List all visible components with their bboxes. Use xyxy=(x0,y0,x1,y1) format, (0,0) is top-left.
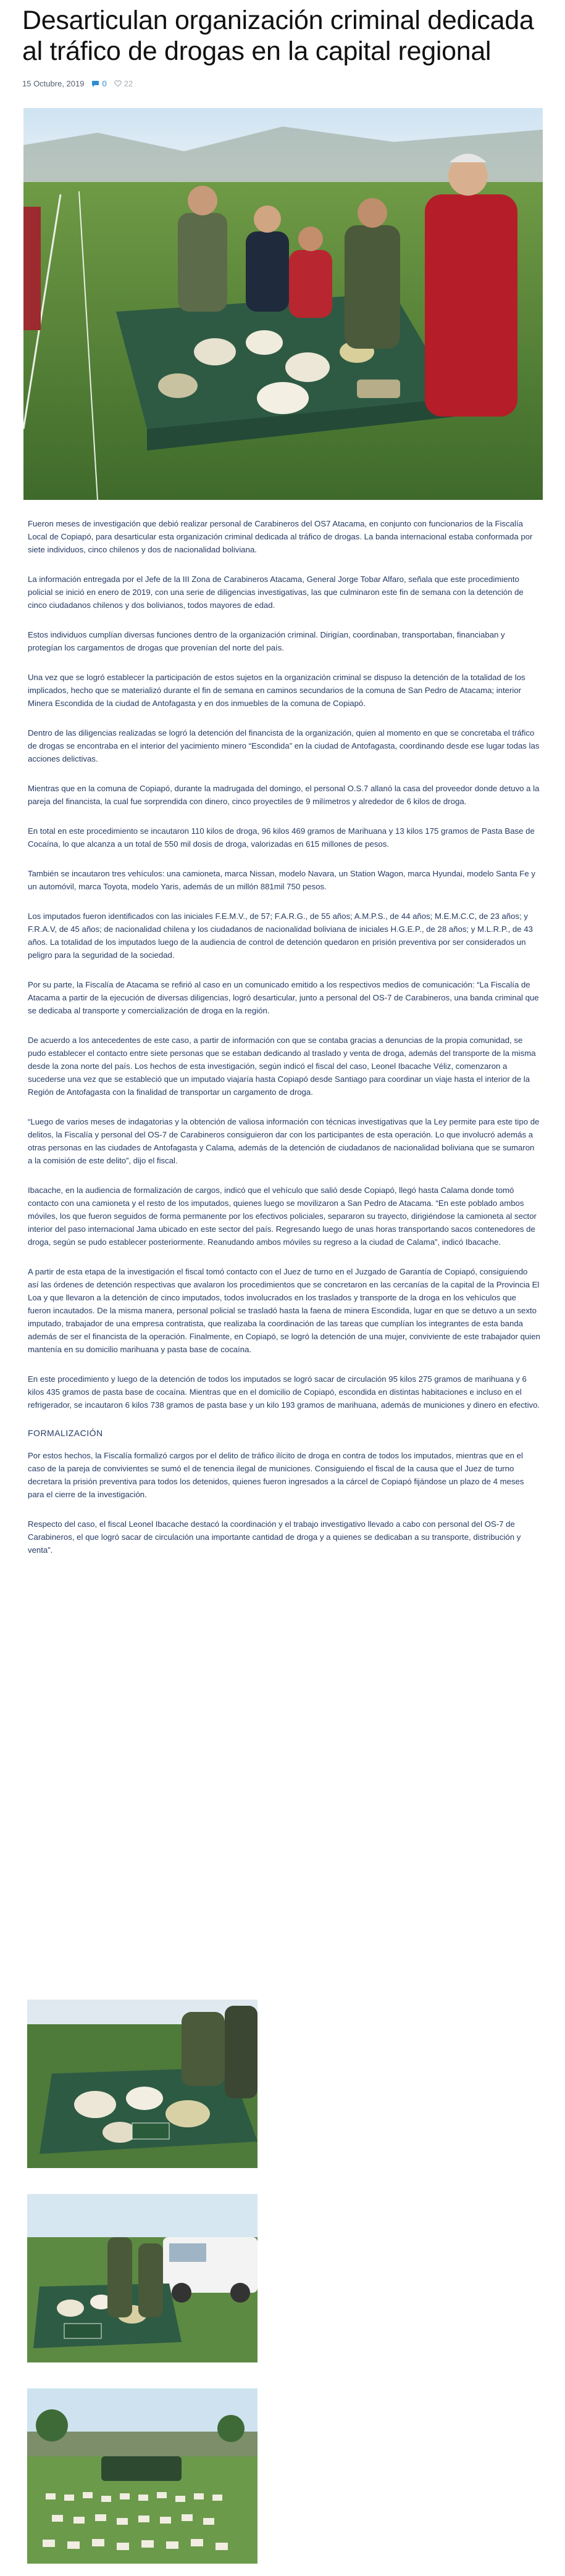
paragraph: En total en este procedimiento se incautaron 110 kilos de droga, 96 kilos 469 gramos de Marihuana y 13 kilos 175 gramos de Pasta Base de Cocaína, lo que alcanza a un total de 550 mil dosis de droga, valorizadas en 615 millones de pesos. xyxy=(28,826,535,849)
paragraph: “Luego de varios meses de indagatorias y la obtención de valiosa información con técnicas investigativas que la Ley permite para este tipo de delitos, la Fiscalía y personal del OS-7 de Carabineros consiguieron dar con los participantes de esta operación. Lo que involucró además a otras personas en las ciudades de Antofagasta y Calama, además de la detención de ciudadanos de nacionalidad boliviana que se sumaron a la comisión de este delito”, dijo el fiscal. xyxy=(28,1117,540,1165)
gallery-photo-1[interactable] xyxy=(27,2000,257,2168)
paragraph: A partir de esta etapa de la investigación el fiscal tomó contacto con el Juez de turno en el Juzgado de Garantía de Copiapó, consiguiendo así las órdenes de detención respectivas que avalaron los procedimientos que se concretaron en las cercanías de la capital de la Provincia El Loa y que llevaron a la detención de cinco imputados, todos involucrados en los traslados y transporte de la droga en los vehículos que fueron incautados. De la misma manera, personal policial se trasladó hasta la faena de minera Escondida, lugar en que se detuvo a un sexto imputado, trabajador de una empresa contratista, que realizaba la coordinación de las tareas que cumplían los integrantes de esta banda además de ser el financista de la operación. Finalmente, en Copiapó, se logró la detención de una mujer, conviviente de este trabajador quien mantenía en su domicilio marihuana y pasta base de cocaína. xyxy=(28,1267,540,1354)
paragraph: Dentro de las diligencias realizadas se logró la detención del financista de la organización, quien al momento en que se concretaba el tráfico de drogas se encontraba en el interior del yacimiento minero “Escondida” en la ciudad de Antofagasta, coordinando desde ese lugar todas las acciones delictivas. xyxy=(28,728,540,763)
paragraph: Fueron meses de investigación que debió realizar personal de Carabineros del OS7 Atacama, en conjunto con funcionarios de la Fiscalía Local de Copiapó, para desarticular esta organización criminal dedicada al tráfico de drogas. La banda internacional estaba conformada por siete individuos, cinco chilenos y dos de nacionalidad boliviana. xyxy=(28,519,533,554)
comments-count: 0 xyxy=(102,79,107,88)
section-heading: FORMALIZACIÓN xyxy=(28,1428,103,1438)
paragraph: En este procedimiento y luego de la detención de todos los imputados se logró sacar de circulación 95 kilos 275 gramos de marihuana y 6 kilos 435 gramos de pasta base de cocaína. Mientras que en el domicilio de Copiapó, escondida en distintas habitaciones e incluso en el refrigerador, se incautaron 6 kilos 738 gramos de pasta base y un kilo 193 gramos de marihuana, además de municiones y dinero en efectivo. xyxy=(28,1374,540,1410)
paragraph: Ibacache, en la audiencia de formalización de cargos, indicó que el vehículo que salió desde Copiapó, llegó hasta Calama donde tomó contacto con una camioneta y el resto de los imputados, quienes luego se movilizaron a San Pedro de Atacama. “En este poblado ambos móviles, los que fueron seguidos de forma permanente por los efectivos policiales, separaron su trayecto, dirigiéndose la camioneta al sector interior del paso internacional Jama ubicado en este sector del país. Regresando luego de unas horas transportando sacos contenedores de droga, según se pudo establecer posteriormente. Reanudando ambos móviles su regreso a la ciudad de Calama”, indicó Ibacache. xyxy=(28,1186,537,1247)
paragraph: La información entregada por el Jefe de la III Zona de Carabineros Atacama, General Jorge Tobar Alfaro, señala que este procedimiento policial se inició en enero de 2019, con una serie de diligencias investigativas, las que culminaron este fin de semana con la detención de cinco ciudadanos chilenos y dos bolivianos, todos mayores de edad. xyxy=(28,575,524,610)
paragraph: Los imputados fueron identificados con las iniciales F.E.M.V., de 57; F.A.R.G., de 55 años; A.M.P.S., de 44 años; M.E.M.C.C, de 23 años; y F.R.A.V, de 45 años; de nacionalidad chilena y los ciudadanos de nacionalidad boliviana de iniciales H.G.E.P., de 28 años; y M.L.R.P., de 43 años. La totalidad de los imputados luego de la audiencia de control de detención quedaron en prisión preventiva por ser considerados un peligro para la seguridad de la sociedad. xyxy=(28,912,533,960)
article-meta xyxy=(22,79,133,88)
article-date: 15 Octubre, 2019 xyxy=(22,79,85,88)
comments-link[interactable] xyxy=(91,79,106,88)
paragraph: Por estos hechos, la Fiscalía formalizó cargos por el delito de tráfico ilícito de droga en contra de todos los imputados, mientras que en el caso de la pareja de convivientes se sumó el de tenencia ilegal de municiones. Consiguiendo el fiscal de la causa que el Juez de turno decretara la prisión preventiva para todos los detenidos, quienes fueron ingresados a la cárcel de Copiapó fijándose un plazo de 4 meses para el cierre de la investigación. xyxy=(28,1451,524,1499)
speech-bubble-icon xyxy=(91,80,99,88)
article-body xyxy=(28,517,540,1573)
paragraph: También se incautaron tres vehículos: una camioneta, marca Nissan, modelo Navara, un Station Wagon, marca Hyundai, modelo Santa Fe y un automóvil, marca Toyota, modelo Yaris, además de un millón 881mil 750 pesos. xyxy=(28,869,535,891)
paragraph: Por su parte, la Fiscalía de Atacama se refirió al caso en un comunicado emitido a los respectivos medios de comunicación: “La Fiscalía de Atacama a partir de la ejecución de diversas diligencias, logró desarticular, junto a personal del OS-7 de Carabineros, una banda criminal que se dedicaba al transporte y comercialización de droga en la región. xyxy=(28,980,539,1015)
hero-photo xyxy=(23,108,543,500)
paragraph: Estos individuos cumplían diversas funciones dentro de la organización criminal. Dirigían, coordinaban, transportaban, financiaban y protegían los cargamentos de drogas que provenían del norte del país. xyxy=(28,630,505,652)
gallery-photo-3[interactable] xyxy=(27,2388,257,2564)
heart-icon xyxy=(114,80,122,87)
paragraph: Una vez que se logró establecer la participación de estos sujetos en la organización criminal se dispuso la detención de la totalidad de los implicados, hecho que se materializó durante el fin de semana en caminos secundarios de la comuna de San Pedro de Atacama; interior Minera Escondida de la ciudad de Antofagasta y en dos inmuebles de la comuna de Copiapó. xyxy=(28,673,525,708)
paragraph: De acuerdo a los antecedentes de este caso, a partir de información con que se contaba gracias a denuncias de la propia comunidad, se pudo establecer el contacto entre siete personas que se estaban dedicando al traslado y venta de droga, además del transporte de la misma desde la zona norte del país. Los hechos de esta investigación, según indicó el fiscal del caso, Leonel Ibacache Véliz, comenzaron a sucederse una vez que se estableció que un imputado viajaría hasta Copiapó desde Santiago para coordinar un viaje hasta el interior de la Región de Antofagasta con la finalidad de transportar un cargamento de droga. xyxy=(28,1036,536,1097)
paragraph: Respecto del caso, el fiscal Leonel Ibacache destacó la coordinación y el trabajo investigativo llevado a cabo con personal del OS-7 de Carabineros, el que logró sacar de circulación una importante cantidad de droga y a quienes se dedicaban a su transporte, distribución y venta”. xyxy=(28,1519,521,1555)
article-title: Desarticulan organización criminal dedicada al tráfico de drogas en la capital regional xyxy=(22,6,534,66)
likes-button[interactable] xyxy=(114,79,133,88)
paragraph: Mientras que en la comuna de Copiapó, durante la madrugada del domingo, el personal O.S.7 allanó la casa del proveedor donde detuvo a la pareja del financista, la cual fue sorprendida con dinero, cinco proyectiles de 9 milímetros y alrededor de 6 kilos de droga. xyxy=(28,784,540,806)
gallery-photo-2[interactable] xyxy=(27,2194,257,2362)
likes-count: 22 xyxy=(123,79,133,88)
